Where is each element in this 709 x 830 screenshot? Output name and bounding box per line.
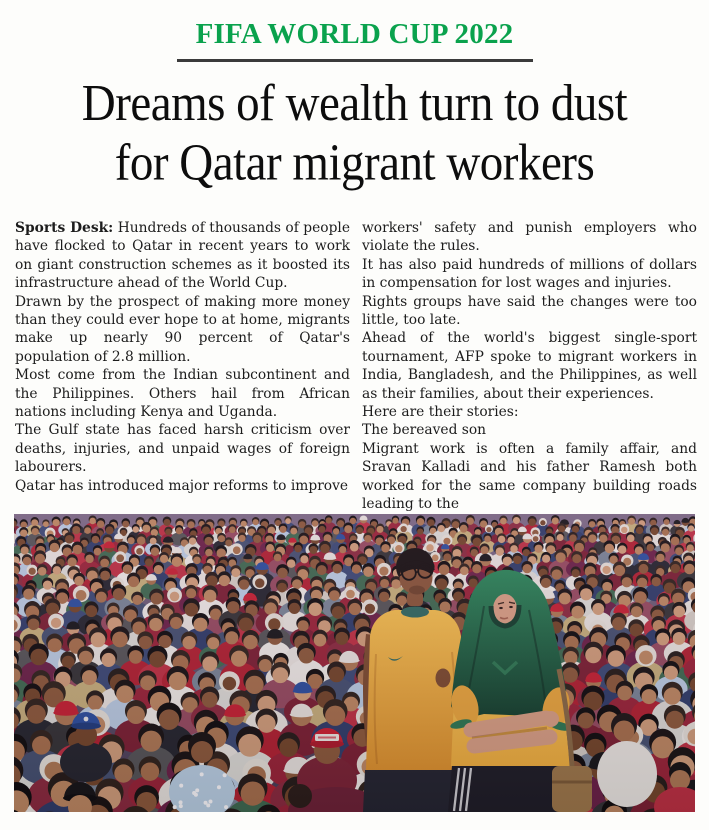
article-paragraph: Most come from the Indian subcontinent and the Philippines. Others hail from African nations including Kenya and Uganda. [15,367,350,421]
crowd-photo [14,514,695,812]
crowd-photo-svg [14,514,695,812]
article-paragraph: The bereaved son [362,422,487,439]
article-paragraph: Ahead of the world's biggest single-sport tournament, AFP spoke to migrant workers in India, Bangladesh, and the Philippines, as well as their families, about their experiences. [362,330,697,402]
headline [6,74,703,193]
article-paragraph: Migrant work is often a family affair, and Sravan Kalladi and his father Ramesh both worked for the same company building roads leading to the [362,440,697,513]
article-paragraph: Rights groups have said the changes were too little, too late. [362,293,697,329]
headline-line1: Dreams of wealth turn to dust [81,75,628,133]
article-column-left [15,219,350,514]
headline-line2: for Qatar migrant workers [114,134,595,192]
article-column-right [362,219,697,514]
article-paragraph: The Gulf state has faced harsh criticism over deaths, injuries, and unpaid wages of foreign labourers. [15,422,350,476]
masthead-title: FIFA WORLD CUP 2022 [195,18,514,50]
article-paragraph: Sports Desk: Hundreds of thousands of people have flocked to Qatar in recent years to work on giant construction schemes as it boosted its infrastructure ahead of the World Cup. [15,220,350,292]
article-paragraph: Qatar has introduced major reforms to improve [15,477,349,494]
masthead [0,0,709,62]
paragraph-lead: Sports Desk: [15,220,114,236]
article-paragraph: workers' safety and punish employers who violate the rules. [362,220,697,255]
masthead-rule [177,59,533,62]
article-paragraph: Here are their stories: [362,404,519,421]
article-body [15,219,697,514]
article-paragraph: Drawn by the prospect of making more money than they could ever hope to at home, migrants make up nearly 90 percent of Qatar's population of 2.8 million. [15,293,350,365]
article-paragraph: It has also paid hundreds of millions of dollars in compensation for lost wages and injuries. [362,256,697,292]
